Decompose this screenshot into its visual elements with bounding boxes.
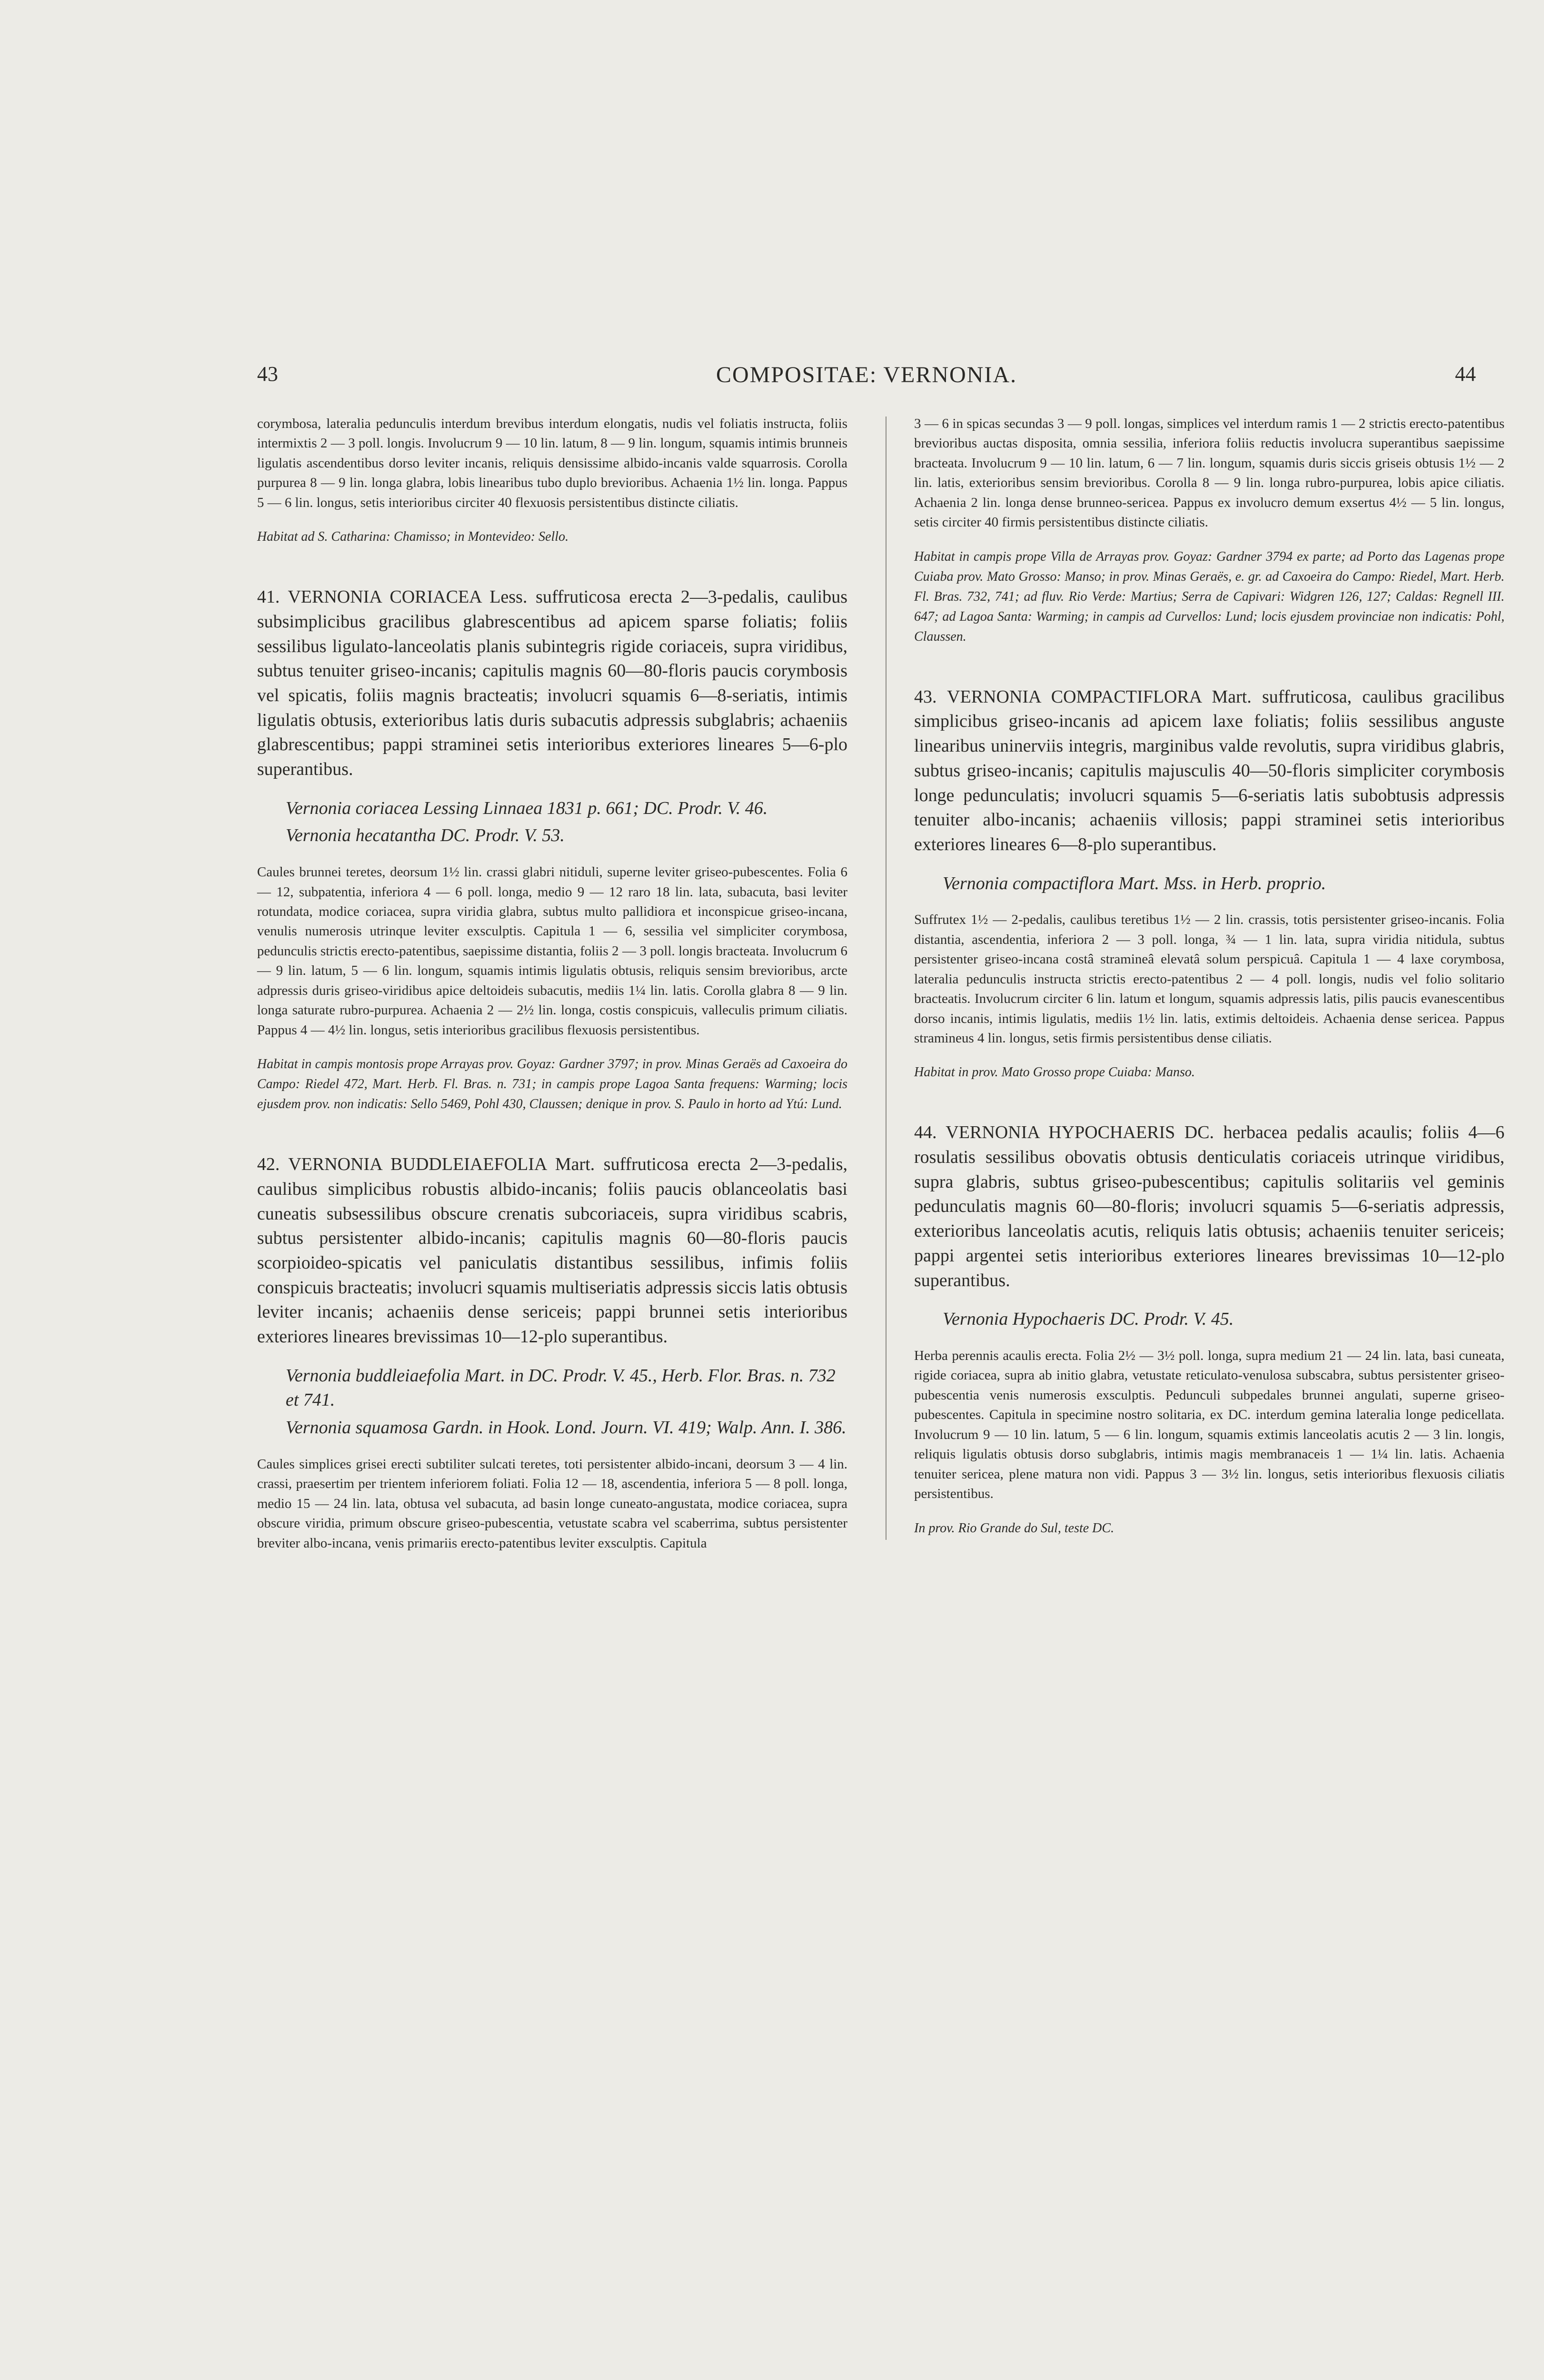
species-43-habitat: Habitat in prov. Mato Grosso prope Cuiaba: Manso.: [914, 1065, 1195, 1080]
synonym: Vernonia squamosa Gardn. in Hook. Lond. Journ. VI. 419; Walp. Ann. I. 386.: [286, 1418, 847, 1438]
species-41-habitat: Habitat in campis montosis prope Arrayas prov. Goyaz: Gardner 3797; in prov. Minas Geraës ad Caxoeira do Campo: Riedel 472, Mart. Herb. Fl. Bras. n. 731; in campis prope Lagoa Santa frequens: Warming; locis ejusdem prov. non indicatis: Sello 5469, Pohl 430, Claussen; denique in prov. S. Paulo in horto ad Ytú: Lund.: [257, 1057, 847, 1112]
species-41-diagnosis: 41. VERNONIA CORIACEA Less. suffruticosa erecta 2—3-pedalis, caulibus subsimplicibus gracilibus glabrescentibus ad apicem sparse foliatis; foliis sessilibus ligulato-lanceolatis planis subintegris rigide coriaceis, supra viridibus, subtus tenuiter griseo-incanis; capitulis magnis 60—80-floris paucis corymbosis vel spicatis, foliis magnis bracteatis; involucri squamis 6—8-seriatis, intimis ligulatis obtusis, exterioribus latis duris subacutis adpressis subglabris; achaeniis glabrescentibus; pappi straminei setis interioribus exteriores lineares 5—6-plo superantibus.: [257, 587, 847, 780]
synonym: Vernonia hecatantha DC. Prodr. V. 53.: [286, 825, 565, 846]
species-42-description: Caules simplices grisei erecti subtiliter sulcati teretes, toti persistenter albido-incani, deorsum 3 — 4 lin. crassi, praesertim per trientem inferiorem foliati. Folia 12 — 18, ascendentia, inferiora 5 — 8 poll. longa, medio 15 — 24 lin. lata, obtusa vel subacuta, ad basin longe cuneato-angustata, modice coriacea, supra obscure viridia, primum obscure griseo-pubescentia, vetustate scabra vel scaberrima, subtus persistenter breviter albo-incana, venis primariis erecto-patentibus leviter exsculptis. Capitula: [257, 1456, 847, 1551]
running-title: COMPOSITAE: VERNONIA.: [716, 362, 1017, 387]
species-44-diagnosis: 44. VERNONIA HYPOCHAERIS DC. herbacea pedalis acaulis; foliis 4—6 rosulatis sessilibus obovatis obtusis denticulatis coriaceis utrinque viridibus, supra glabris, subtus griseo-pubescentibus; capitulis solitariis vel geminis pedunculatis magnis 60—80-floris; involucri squamis 5—6-seriatis adpressis, exterioribus lanceolatis acutis, reliquis latis obtusis; achaeniis tenuiter sericeis; pappi argentei setis interioribus exteriores lineares brevissimas 10—12-plo superantibus.: [914, 1122, 1504, 1290]
synonym: Vernonia Hypochaeris DC. Prodr. V. 45.: [943, 1309, 1234, 1329]
continued-description: 3 — 6 in spicas secundas 3 — 9 poll. longas, simplices vel interdum ramis 1 — 2 strictis erecto-patentibus brevioribus auctas disposita, omnia sessilia, inferiora foliis reductis involucra superantibus saepissime bracteata. Involucrum 9 — 10 lin. latum, 6 — 7 lin. longum, squamis duris siccis griseis obtusis 1½ — 2 lin. latis, exterioribus sensim brevioribus. Corolla 8 — 9 lin. longa rubro-purpurea, lobis apice ciliatis. Achaenia 2 lin. longa dense brunneo-sericea. Pappus ex involucro demum exsertus 4½ — 5 lin. longus, setis circiter 40 firmis persistentibus distincte ciliatis.: [914, 416, 1504, 530]
synonym: Vernonia coriacea Lessing Linnaea 1831 p. 661; DC. Prodr. V. 46.: [286, 798, 768, 818]
continued-habitat: Habitat ad S. Catharina: Chamisso; in Montevideo: Sello.: [257, 529, 569, 545]
species-44-habitat: In prov. Rio Grande do Sul, teste DC.: [914, 1520, 1114, 1536]
species-44-description: Herba perennis acaulis erecta. Folia 2½ — 3½ poll. longa, supra medium 21 — 24 lin. lata, basi cuneata, rigide coriacea, supra ab initio glabra, vetustate reticulato-venulosa subscabra, subtus persistenter griseo-pubescentia venis numerosis exsculptis. Pedunculi subpedales brunnei angulati, superne griseo-pubescentes. Capitula in specimine nostro solitaria, ex DC. interdum gemina lateralia longe pedicellata. Involucrum 9 — 10 lin. latum, 5 — 6 lin. longum, squamis extimis lanceolatis acutis 2 — 3 lin. longis, reliquis ligulatis obtusis dorso subglabris, intimis magis membranaceis 1 — 1¼ lin. latis. Achaenia tenuiter sericea, plene matura non vidi. Pappus 3 — 3½ lin. longus, setis interioribus flexuosis ciliatis persistentibus.: [914, 1348, 1504, 1502]
synonym: Vernonia buddleiaefolia Mart. in DC. Prodr. V. 45., Herb. Flor. Bras. n. 732 et 741.: [286, 1365, 836, 1410]
page-number-left: 43: [257, 362, 278, 386]
species-43-synonyms: [943, 872, 1504, 896]
page-header: [257, 362, 1476, 395]
page-number-right: 44: [1455, 362, 1476, 386]
species-42-diagnosis: 42. VERNONIA BUDDLEIAEFOLIA Mart. suffruticosa erecta 2—3-pedalis, caulibus simplicibus robustis albido-incanis; foliis paucis oblanceolatis basi cuneatis subsessilibus obscure crenatis subcoriaceis, supra viridibus scabris, subtus persistenter albido-incanis; capitulis magnis 60—80-floris paucis scorpioideo-spicatis vel paniculatis distantibus sessilibus, infimis foliis conspicuis bracteatis; involucri squamis multiseriatis adpressis siccis latis obtusis leviter incanis; achaeniis dense sericeis; pappi brunnei setis interioribus exteriores lineares brevissimas 10—12-plo superantibus.: [257, 1154, 847, 1347]
continued-habitat: Habitat in campis prope Villa de Arrayas prov. Goyaz: Gardner 3794 ex parte; ad Porto das Lagenas prope Cuiaba prov. Mato Grosso: Manso; in prov. Minas Geraës, e. gr. ad Caxoeira do Campo: Riedel, Mart. Herb. Fl. Bras. 732, 741; ad fluv. Rio Verde: Martius; Serra de Capivari: Widgren 126, 127; Caldas: Regnell III. 647; ad Lagoa Santa: Warming; in campis ad Curvellos: Lund; locis ejusdem provinciae non indicatis: Pohl, Claussen.: [914, 549, 1504, 644]
right-column: [914, 414, 1504, 1553]
species-41-description: Caules brunnei teretes, deorsum 1½ lin. crassi glabri nitiduli, superne leviter griseo-pubescentes. Folia 6 — 12, subpatentia, inferiora 4 — 6 poll. longa, medio 9 — 12 raro 18 lin. lata, subacuta, basi leviter rotundata, modice coriacea, supra viridia glabra, subtus multo pallidiora et inconspicue griseo-incana, venulis numerosis utrinque leviter exsculptis. Capitula 1 — 6, sessilia vel simpliciter corymbosa, pedunculis strictis erecto-patentibus, saepissime distantia, foliis 2 — 3 poll. longis bracteata. Involucrum 6 — 9 lin. latum, 5 — 6 lin. longum, squamis intimis ligulatis obtusis, reliquis sensim brevioribus, arcte adpressis duris griseo-viridibus apice deltoideis subacutis, mediis 1¼ lin. latis. Corolla glabra 8 — 9 lin. longa saturate rubro-purpurea. Achaenia 2 — 2½ lin. longa, costis conspicuis, valleculis primum ciliatis. Pappus 4 — 4½ lin. longus, setis interioribus gracilibus flexuosis persistentibus.: [257, 864, 847, 1038]
species-44-synonyms: [943, 1307, 1504, 1332]
species-43-diagnosis: 43. VERNONIA COMPACTIFLORA Mart. suffruticosa, caulibus gracilibus simplicibus griseo-incanis ad apicem laxe foliatis; foliis sessilibus anguste linearibus uninerviis integris, marginibus valde revolutis, supra viridibus glabris, subtus griseo-incanis; capitulis majusculis 40—50-floris simpliciter corymbosis longe pedunculatis; involucri squamis 5—6-seriatis latis subobtusis adpressis tenuiter albo-incanis; achaeniis villosis; pappi straminei setis interioribus exteriores lineares 6—8-plo superantibus.: [914, 686, 1504, 854]
left-column: [257, 414, 847, 1565]
synonym: Vernonia compactiflora Mart. Mss. in Herb. proprio.: [943, 873, 1326, 893]
continued-description: corymbosa, lateralia pedunculis interdum brevibus interdum elongatis, nudis vel foliatis instructa, foliis intermixtis 2 — 3 poll. longis. Involucrum 9 — 10 lin. latum, 8 — 9 lin. longum, squamis intimis brunneis ligulatis ascendentibus dorso leviter incanis, reliquis densissime albido-incanis valde squarrosis. Corolla purpurea 8 — 9 lin. longa glabra, lobis linearibus tubo duplo brevioribus. Achaenia 1½ lin. longa. Pappus 5 — 6 lin. longus, setis interioribus circiter 40 flexuosis persistentibus distincte ciliatis.: [257, 416, 847, 510]
column-divider: [886, 416, 887, 1540]
species-42-synonyms: [286, 1364, 847, 1440]
species-41-synonyms: [286, 796, 847, 848]
species-43-description: Suffrutex 1½ — 2-pedalis, caulibus teretibus 1½ — 2 lin. crassis, totis persistenter griseo-incanis. Folia distantia, ascendentia, inferiora 2 — 3 poll. longa, ¾ — 1 lin. lata, supra viridia nitidula, subtus persistenter griseo-incana costâ stramineâ elevatâ solum perspicuâ. Capitula 1 — 4 laxe corymbosa, lateralia pedunculis instructa strictis erecto-patentibus 2 — 4 poll. longis, nudis vel folio solitario bracteatis. Involucrum circiter 6 lin. latum et longum, squamis adpressis latis, pilis paucis evanescentibus dorso incanis, intimis ligulatis, mediis 1½ lin. latis, extimis deltoideis. Achaenia dense sericea. Pappus stramineus 4 lin. longus, setis firmis persistentibus dense ciliatis.: [914, 912, 1504, 1046]
